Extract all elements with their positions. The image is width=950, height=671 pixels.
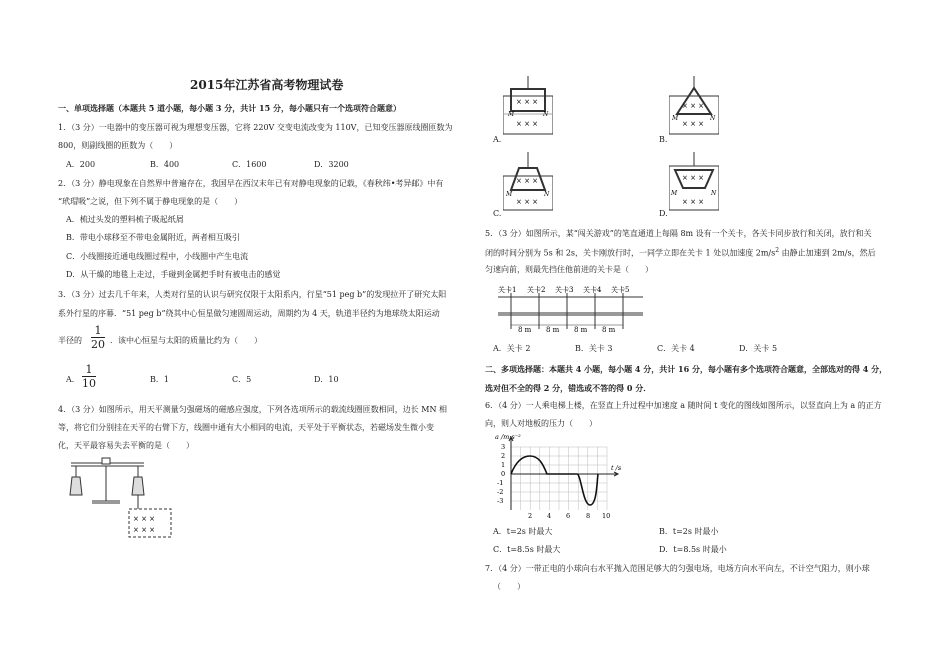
q4-option-b-label: B.: [659, 135, 668, 144]
gate-label-4: 关卡4: [583, 286, 602, 294]
q5-line2-post: 由静止加速到 2m/s，然后: [779, 248, 876, 258]
fig-b-N: N: [710, 115, 716, 122]
q5-line2-pre: 闭的时间分别为 5s 和 2s，关卡刚放行时，一同学立即在关卡 1 处以加速度 2m/s: [485, 248, 776, 258]
q4-option-c-label: C.: [493, 209, 502, 218]
q1-line2: 800，则副线圈的匝数为（ ）: [58, 141, 178, 150]
fig-c-M: M: [506, 191, 513, 198]
balance-figure: [66, 455, 178, 541]
fig-c-N: N: [544, 191, 550, 198]
q3-frac-num: 1: [91, 325, 105, 338]
q3-option-a-fraction: [82, 364, 96, 389]
q4-option-b-figure: [669, 76, 719, 136]
graph-ytick-m2: -2: [497, 488, 504, 496]
q1-option-a: A．200: [66, 160, 96, 169]
q5-line3: 匀速向前，则最先挡住他前进的关卡是（ ）: [485, 265, 653, 274]
balance-field-row1: × × ×: [133, 515, 156, 523]
q3-frac-den: 20: [91, 338, 105, 351]
fig-c-field-1: × × ×: [516, 177, 539, 185]
fig-d-N: N: [711, 190, 717, 197]
q3-line3-post: ．该中心恒星与太阳的质量比约为（ ）: [110, 336, 262, 345]
q3-line3-pre: 半径的: [58, 336, 82, 345]
gate-spacing-4: 8 m: [602, 326, 616, 333]
q2-option-a: A．梳过头发的塑料梳子吸起纸屑: [66, 215, 184, 224]
fig-b-field-1: × × ×: [682, 102, 705, 110]
graph-ytick-2: 2: [501, 452, 506, 460]
graph-ytick-3: 3: [501, 443, 506, 451]
q4-line2: 等，将它们分别挂在天平的右臂下方，线圈中通有大小相同的电流，天平处于平衡状态，若磁场发生微小变: [58, 423, 434, 432]
section2-heading-line2: 选对但不全的得 2 分，错选或不答的得 0 分．: [485, 383, 652, 393]
graph-xtick-10: 10: [602, 512, 611, 520]
q5-option-b: B．关卡 3: [575, 344, 613, 353]
q2-option-b: B．带电小球移至不带电金属附近，两者相互吸引: [66, 233, 240, 242]
gate-label-3: 关卡3: [555, 286, 574, 294]
graph-xtick-2: 2: [528, 512, 533, 520]
q4-line3: 化，天平最容易失去平衡的是（ ）: [58, 441, 194, 450]
q4-option-c-figure: [503, 152, 553, 212]
graph-xtick-4: 4: [547, 512, 552, 520]
q6-option-d: D．t=8.5s 时最小: [659, 545, 727, 554]
q4-option-a-label: A.: [493, 135, 502, 144]
fig-a-field-2: × × ×: [516, 120, 539, 128]
q6-option-a: A．t=2s 时最大: [493, 527, 553, 536]
fig-d-M: M: [671, 190, 678, 197]
q6-option-b: B．t=2s 时最小: [659, 527, 719, 536]
q7-line2: （ ）: [493, 582, 525, 591]
q6-option-c: C．t=8.5s 时最大: [493, 545, 561, 554]
graph-ylabel: a /m·s⁻²: [495, 433, 521, 441]
q3-line2: 系外行星的序幕．“51 peg b”绕其中心恒星做匀速圆周运动，周期约为 4 天，轨道半径约为地球绕太阳运动: [58, 309, 440, 318]
q4-line1: 4．（3 分）如图所示，用天平测量匀强磁场的磁感应强度，下列各选项所示的载流线圈匝数相同，边长 MN 相: [58, 405, 447, 414]
q6-line2: 向，则人对地板的压力（ ）: [485, 419, 597, 428]
paper-title: 2015年江苏省高考物理试卷: [190, 78, 344, 92]
q3-opta-den: 10: [82, 377, 96, 390]
fig-b-M: M: [672, 115, 679, 122]
q3-option-c: C．5: [232, 375, 252, 384]
fig-d-field-1: × × ×: [682, 174, 705, 182]
q5-option-c: C．关卡 4: [657, 344, 695, 353]
q4-option-a-figure: [503, 76, 553, 136]
gate-spacing-1: 8 m: [518, 326, 532, 333]
q2-option-c: C．小线圈接近通电线圈过程中，小线圈中产生电流: [66, 252, 249, 261]
q4-option-d-figure: [669, 152, 719, 212]
graph-xtick-8: 8: [586, 512, 591, 520]
gate-spacing-2: 8 m: [546, 326, 560, 333]
q3-fraction: [91, 325, 105, 350]
fig-b-field-2: × × ×: [682, 120, 705, 128]
q5-line2: [485, 248, 876, 258]
q1-option-c: C．1600: [232, 160, 267, 169]
gate-label-2: 关卡2: [527, 286, 546, 294]
q5-line1: 5．（3 分）如图所示，某“闯关游戏”的笔直通道上每隔 8m 设有一个关卡，各关卡同步放行和关闭，放行和关: [485, 229, 872, 238]
fig-a-N: N: [543, 111, 549, 118]
gate-label-1: 关卡1: [498, 286, 517, 294]
q3-line1: 3．（3 分）过去几千年来，人类对行星的认识与研究仅限于太阳系内，行星“51 peg b”的发现拉开了研究太阳: [58, 290, 447, 299]
acceleration-graph: [493, 432, 633, 522]
q2-line1: 2．（3 分）静电现象在自然界中普遍存在，我国早在西汉末年已有对静电现象的记载，《春秋纬•考异邮》中有: [58, 179, 444, 188]
q3-option-d: D．10: [314, 375, 339, 384]
gates-figure: [493, 283, 643, 333]
q6-line1: 6．（4 分）一人乘电梯上楼，在竖直上升过程中加速度 a 随时间 t 变化的图线如图所示，以竖直向上为 a 的正方: [485, 401, 882, 410]
fig-d-field-2: × × ×: [682, 198, 705, 206]
fig-a-M: M: [508, 111, 515, 118]
graph-xlabel: t /s: [611, 464, 622, 472]
graph-ytick-m1: -1: [497, 479, 504, 487]
section1-heading: 一、单项选择题（本题共 5 道小题，每小题 3 分，共计 15 分，每小题只有一个选项符合题意）: [58, 103, 401, 113]
q1-option-d: D．3200: [314, 160, 349, 169]
q4-option-d-label: D.: [659, 209, 668, 218]
gate-label-5: 关卡5: [611, 286, 630, 294]
graph-ytick-0: 0: [501, 470, 506, 478]
graph-ytick-m3: -3: [497, 497, 504, 505]
q3-option-a-label: A．: [66, 375, 80, 384]
q3-option-b: B．1: [150, 375, 169, 384]
q2-option-d: D．从干燥的地毯上走过，手碰到金属把手时有被电击的感觉: [66, 270, 281, 279]
q5-line2-sup: 2: [775, 247, 780, 254]
q1-option-b: B．400: [150, 160, 180, 169]
q5-option-a: A．关卡 2: [493, 344, 531, 353]
q3-opta-num: 1: [82, 364, 96, 377]
section2-heading-line1: 二、多项选择题：本题共 4 小题，每小题 4 分，共计 16 分，每小题有多个选项符合题意，全部选对的得 4 分，: [485, 364, 888, 374]
q1-line1: 1．（3 分）一电器中的变压器可视为理想变压器，它将 220V 交变电流改变为 110V，已知变压器原线圈匝数为: [58, 123, 453, 132]
fig-a-field-1: × × ×: [516, 98, 539, 106]
balance-field-row2: × × ×: [133, 526, 156, 534]
graph-xtick-6: 6: [566, 512, 571, 520]
q7-line1: 7．（4 分）一带正电的小球向右水平抛入范围足够大的匀强电场，电场方向水平向左，不计空气阻力，则小球: [485, 564, 870, 573]
graph-ytick-1: 1: [501, 461, 506, 469]
acceleration-curve: [511, 456, 598, 505]
q2-line2: “玳瑁吸”之说，但下列不属于静电现象的是（ ）: [58, 197, 243, 206]
q5-option-d: D．关卡 5: [739, 344, 778, 353]
gate-spacing-3: 8 m: [574, 326, 588, 333]
fig-c-field-2: × × ×: [516, 198, 539, 206]
